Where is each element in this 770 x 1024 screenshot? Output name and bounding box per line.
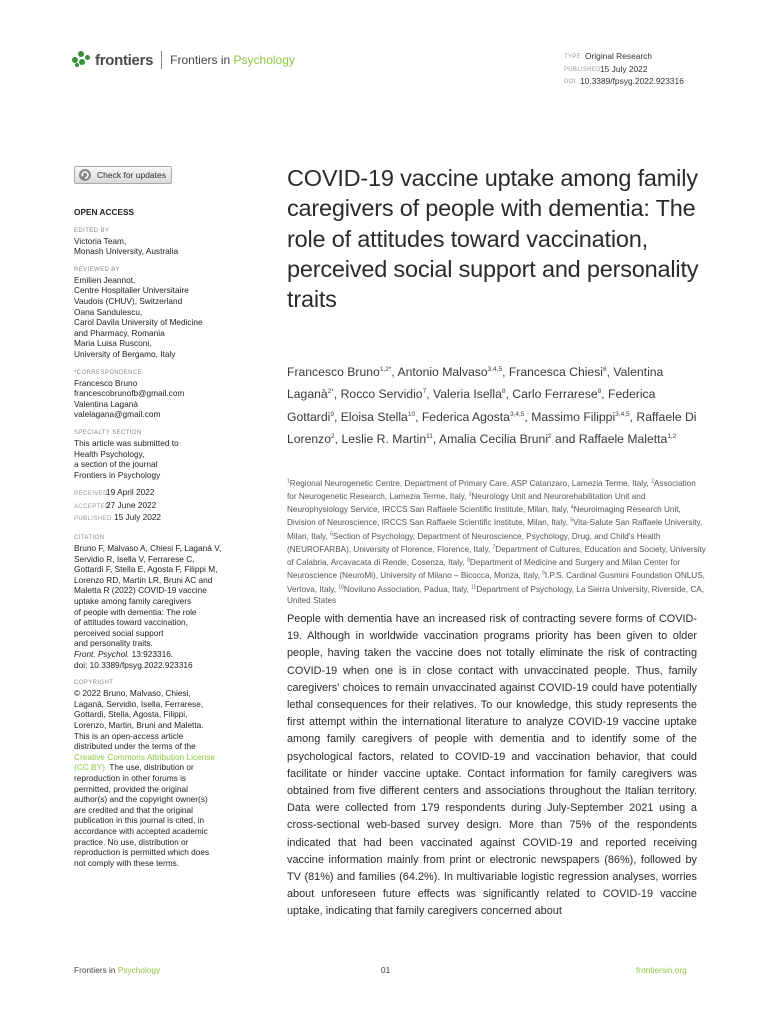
specialty-section: This article was submitted to Health Psychology, a section of the journal Frontiers in Psychology <box>74 437 179 480</box>
author-name[interactable]: Eloisa Stella$^{10}$ <box>340 409 416 424</box>
license-link-short[interactable]: (CC BY). <box>74 762 108 773</box>
author-list: Francesco Bruno$^{1,2*}$, Antonio Malvaso$^{3,4,5}$, Francesca Chiesi$^6$, Valentina Laganà$^{2*}$, Rocco Servidio$^7$, Valeria Isella$^8$, Carlo Ferrarese$^8$, Federica Gottardi$^9$, Eloisa Stella$^{10}$, Federica Agosta$^{3,4,5}$, Massimo Filippi$^{3,4,5}$, Raffaele Di Lorenzo$^2$, Leslie R. Martin$^{11}$, Amalia Cecilia Bruni$^2$ and Raffaele Maletta$^{1,2}$ <box>287 365 697 447</box>
accepted-date: 27 June 2022 <box>106 499 157 510</box>
brand-divider <box>161 51 162 69</box>
journal-brand <box>72 51 295 69</box>
citation-doi[interactable]: doi: 10.3389/fpsyg.2022.923316 <box>74 659 193 670</box>
affiliations <box>287 476 707 607</box>
author-name[interactable]: Massimo Filippi$^{3,4,5}$ <box>531 409 630 424</box>
refresh-badge-icon <box>78 168 92 182</box>
affiliation: $^9$I.P.S. Cardinal Gusmini Foundation ONLUS, Vertova, Italy, <box>287 570 705 594</box>
email-link[interactable]: valelagana@gmail.com <box>74 409 161 420</box>
accepted-label: ACCEPTED <box>74 503 110 510</box>
affiliation: $^2$Association for Neurogenetic Research, Lamezia Terme, Italy, <box>287 478 696 501</box>
type-label: TYPE <box>564 54 581 60</box>
correspondence: Francesco Bruno francescobrunofb@gmail.com Valentina Laganà valelagana@gmail.com <box>74 378 264 420</box>
affiliation: $^{11}$Department of Psychology, La Sierra University, Riverside, CA, United States <box>287 583 704 606</box>
affiliation: $^8$Department of Medicine and Surgery and Milan Center for Neuroscience (NeuroMi), University of Milano – Bicocca, Monza, Italy, <box>287 557 681 581</box>
frontiers-logo-icon <box>72 51 92 69</box>
edited-by: Victoria Team, Monash University, Australia <box>74 235 179 257</box>
author-name[interactable]: Raffaele Di Lorenzo$^2$ <box>287 409 697 447</box>
abstract: People with dementia have an increased risk of contracting severe forms of COVID-19. Although in worldwide vaccination programs priority has been given to older people, having taken the vaccine does not totally eliminate the risk of contracting COVID-19 when one is in close contact with unvaccinated people. Thus, family caregivers' choices to remain unvaccinated against COVID-19 could have potentially lethal consequences for their relatives. To our knowledge, this study represents the first attempt within the international literature to analyze COVID-19 vaccine uptake among family caregivers of people with dementia and to identify some of the psychological factors, related to COVID-19 and vaccination behavior, that could facilitate or hinder vaccine uptake. Contact information for family caregivers was obtained from five different centers and associations throughout the Italian territory. Data were collected from 179 respondents during July-September 2021 using a cross-sectional web-based survey design. More than 75% of the respondents indicated that had been vaccinated against COVID-19 and reported receiving vaccine information mainly from print or electronic newspapers (86%), followed by TV (81%) and families (64.2%). In multivariable logistic regression analyses, worries about unforeseen future effects was significantly related to COVID-19 vaccine uptake, indicating that family caregivers concerned about <box>287 613 697 918</box>
dates <box>74 487 264 525</box>
published-value: 15 July 2022 <box>600 63 648 74</box>
check-updates-label: Check for updates <box>97 170 166 180</box>
author-name[interactable]: Valeria Isella$^8$ <box>432 387 506 402</box>
author-name[interactable]: Federica Gottardi$^9$ <box>287 387 656 424</box>
received-label: RECEIVED <box>74 491 108 498</box>
check-updates-button[interactable] <box>74 166 172 184</box>
article-meta <box>564 51 684 89</box>
sidebar <box>74 207 264 868</box>
author-name[interactable]: Antonio Malvaso$^{3,4,5}$ <box>397 365 503 380</box>
affiliation: $^6$Section of Psychology, Department of Neuroscience, Psychology, Drug, and Child's Health (NEUROFARBA), University of Florence, Florence, Italy, <box>287 530 661 554</box>
affiliation: $^3$Neurology Unit and Neurorehabilitation Unit and Neurophysiology Service, IRCCS San Raffaele Scientific Institute, Milan, Italy, <box>287 491 646 515</box>
doi-label: DOI <box>564 79 576 85</box>
type-value: Original Research <box>585 51 653 61</box>
affiliation: $^4$Neuroimaging Research Unit, Division of Neuroscience, IRCCS San Raffaele Scientific Institute, Milan, Italy, <box>287 504 681 528</box>
license-link[interactable]: Creative Commons Attribution License <box>74 751 216 762</box>
frontiers-wordmark: frontiers <box>95 51 154 69</box>
citation-label: CITATION <box>74 535 105 542</box>
footer-journal: Frontiers in Psychology <box>74 965 161 975</box>
doi-value[interactable]: 10.3389/fpsyg.2022.923316 <box>580 76 684 86</box>
specialty-section-label: SPECIALTY SECTION <box>74 429 142 436</box>
published-label: PUBLISHED <box>564 66 601 73</box>
page-number: 01 <box>381 965 391 975</box>
author-name[interactable]: Amalia Cecilia Bruni$^2$ <box>438 432 552 447</box>
affiliation: $^{10}$Noviluno Association, Padua, Italy, <box>338 583 472 594</box>
author-name[interactable]: Raffaele Maletta$^{1,2}$ <box>578 432 677 447</box>
journal-name: Frontiers in Psychology <box>170 53 295 67</box>
affiliation: $^1$Regional Neurogenetic Centre, Department of Primary Care, ASP Catanzaro, Lamezia Terme, Italy, <box>287 478 652 488</box>
article-title: COVID-19 vaccine uptake among family caregivers of people with dementia: The role of attitudes toward vaccination, perceived social support and personality traits <box>287 165 699 313</box>
published-label: PUBLISHED <box>74 516 112 523</box>
author-name[interactable]: Federica Agosta$^{3,4,5}$ <box>421 409 525 424</box>
citation: Bruno F, Malvaso A, Chiesi F, Laganà V, Servidio R, Isella V, Ferrarese C, Gottardi F, Stella E, Agosta F, Filippi M, Lorenzo RD, Martin LR, Bruni AC and Maletta R (2022) COVID-19 vaccine uptake among family caregivers of people with dementia: The role of attitudes toward vaccination, perceived social support and personality traits. Front. Psychol. 13:923316. doi: 10.3389/fpsyg.2022.923316 <box>74 543 264 670</box>
author-name[interactable]: Rocco Servidio$^7$ <box>340 387 427 402</box>
email-link[interactable]: francescobrunofb@gmail.com <box>74 388 185 399</box>
edited-by-label: EDITED BY <box>74 227 110 234</box>
author-name[interactable]: Francesco Bruno$^{1,2*}$ <box>287 365 392 380</box>
author-name[interactable]: Leslie R. Martin$^{11}$ <box>341 432 433 447</box>
author-name[interactable]: Valentina Laganà$^{2*}$ <box>287 365 664 402</box>
reviewed-by: Emilien Jeannot, Centre Hospitalier Universitaire Vaudois (CHUV), Switzerland Oana Sandulescu, Carol Davila University of Medicine and Pharmacy, Romania Maria Luisa Rusconi, University of Bergamo, Italy <box>74 274 203 359</box>
footer-site-link[interactable]: frontiersin.org <box>636 965 687 975</box>
author-name[interactable]: Francesca Chiesi$^6$ <box>508 365 607 380</box>
affiliation: $^7$Department of Cultures, Education and Society, University of Calabria, Arcavacata di Rende, Cosenza, Italy, <box>287 544 706 568</box>
published-date: 15 July 2022 <box>114 512 162 523</box>
received-date: 19 April 2022 <box>106 487 155 498</box>
open-access-label: OPEN ACCESS <box>74 207 135 217</box>
author-name[interactable]: Carlo Ferrarese$^8$ <box>512 387 602 402</box>
correspondence-label: *CORRESPONDENCE <box>74 369 143 376</box>
affiliation: $^5$Vita-Salute San Raffaele University, Milan, Italy, <box>287 517 703 541</box>
copyright: © 2022 Bruno, Malvaso, Chiesi, Laganà, Servidio, Isella, Ferrarese, Gottardi, Stella, Agosta, Filippi, Lorenzo, Martin, Bruni and Maletta. This is an open-access article distributed under the terms of the Creative Commons Attribution License (CC BY). The use, distribution or reproduction in other forums is permitted, provided the original author(s) and the copyright owner(s) are credited and that the original publication in this journal is cited, in accordance with accepted academic practice. No use, distribution or reproduction is permitted which does not comply with these terms. <box>74 688 216 868</box>
reviewed-by-label: REVIEWED BY <box>74 266 121 273</box>
copyright-label: COPYRIGHT <box>74 680 114 687</box>
